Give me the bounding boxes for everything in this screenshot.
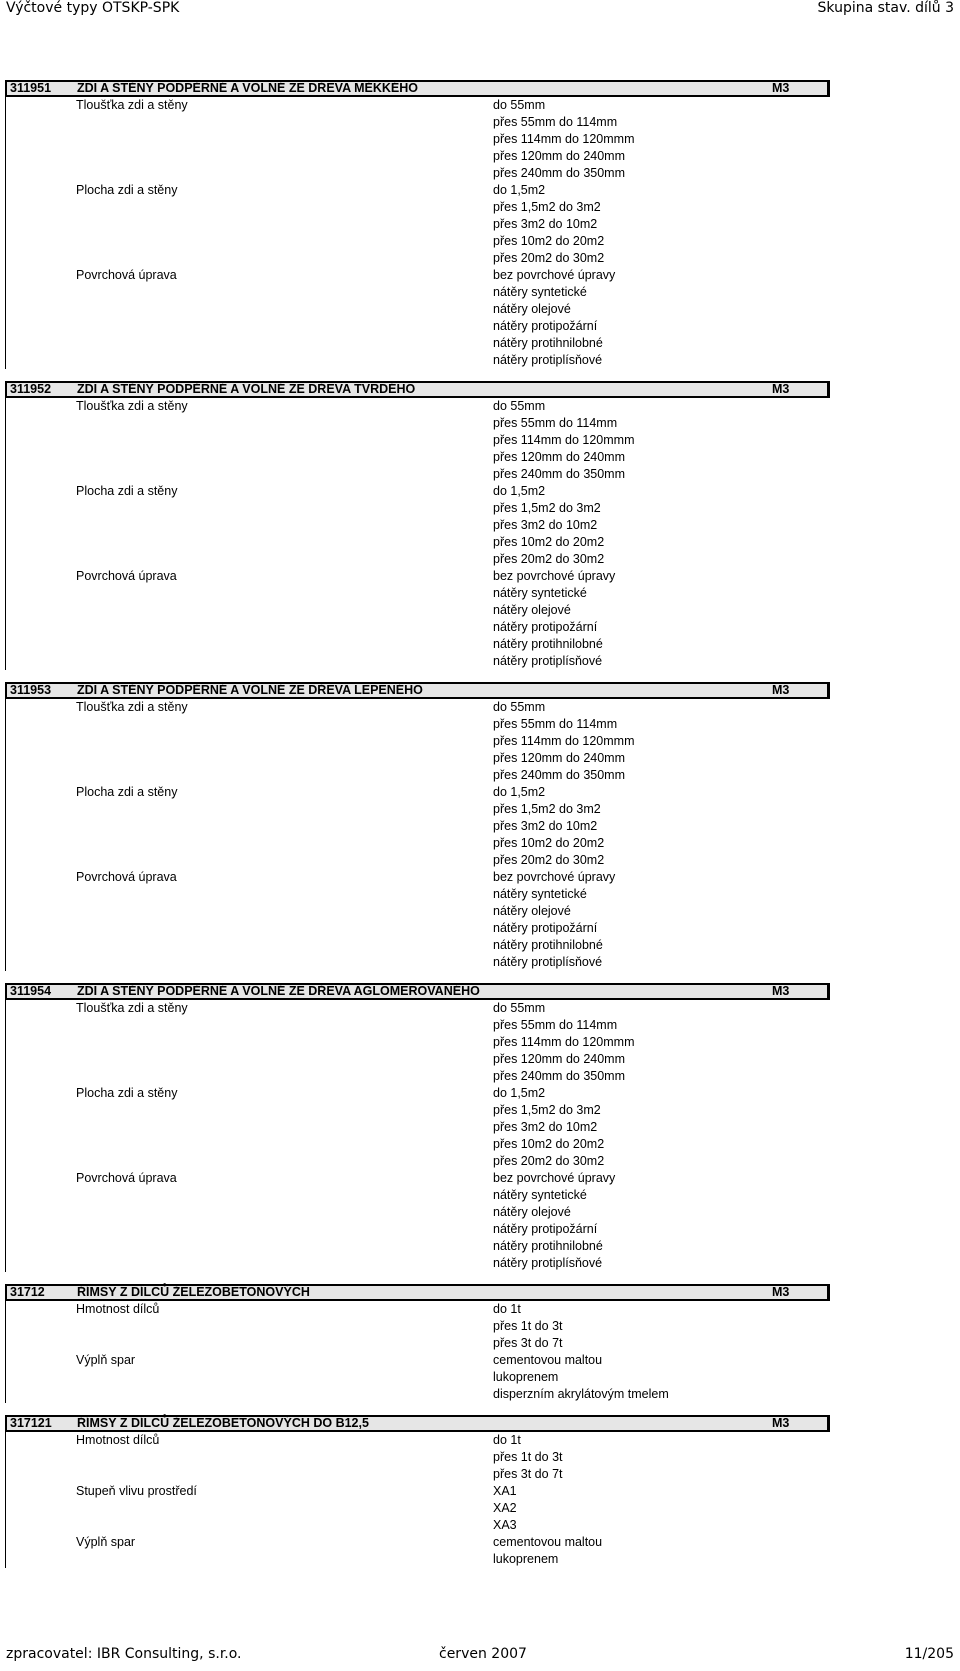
parameter-option: přes 120mm do 240mm [493,149,626,163]
parameter-group [6,1432,830,1483]
parameter-option: nátěry olejové [493,603,571,617]
parameter-option: nátěry syntetické [493,1188,587,1202]
parameter-option: do 1,5m2 [493,785,546,799]
parameter-group [6,483,830,568]
parameter-option: nátěry protipožární [493,319,598,333]
parameter-option: přes 114mm do 120mmm [493,1035,635,1049]
parameter-option: nátěry syntetické [493,285,587,299]
section-code: 311954 [10,984,52,998]
parameter-options [493,1085,830,1170]
parameter-option: přes 55mm do 114mm [493,416,618,430]
parameter-group [6,1170,830,1272]
section-unit: M3 [772,1416,790,1430]
parameter-group [6,1352,830,1403]
section-header [5,983,830,1000]
section-1 [5,381,830,670]
parameter-name: Plocha zdi a stěny [76,1086,178,1100]
parameter-group [6,1483,830,1534]
parameter-option: nátěry olejové [493,904,571,918]
page-header [6,0,954,22]
parameter-option: přes 120mm do 240mm [493,450,626,464]
section-title: ZDI A STĚNY PODPĚRNÉ A VOLNÉ ZE DŘEVA LEPENÉHO [77,683,423,697]
parameter-option: přes 114mm do 120mmm [493,433,635,447]
section-0 [5,80,830,369]
section-body [5,1000,830,1272]
parameter-options [493,267,830,369]
parameter-option: disperzním akrylátovým tmelem [493,1387,669,1401]
section-2 [5,682,830,971]
parameter-option: nátěry protipožární [493,921,598,935]
parameter-group [6,784,830,869]
section-title: ŘÍMSY Z DÍLCŮ ŽELEZOBETONOVÝCH [77,1285,310,1299]
section-header [5,381,830,398]
parameter-option: bez povrchové úpravy [493,1171,616,1185]
parameter-options [493,1352,830,1403]
parameter-option: přes 1,5m2 do 3m2 [493,802,601,816]
parameter-option: XA1 [493,1484,517,1498]
parameter-options [493,1301,830,1352]
section-title: ZDI A STĚNY PODPĚRNÉ A VOLNÉ ZE DŘEVA TVRDÉHO [77,382,416,396]
parameter-option: bez povrchové úpravy [493,870,616,884]
parameter-group [6,699,830,784]
parameter-option: do 1,5m2 [493,484,546,498]
section-gap [5,369,830,381]
section-body [5,398,830,670]
parameter-option: do 1,5m2 [493,1086,546,1100]
parameter-option: přes 3t do 7t [493,1336,563,1350]
section-code: 311951 [10,81,52,95]
parameter-option: přes 240mm do 350mm [493,467,626,481]
section-title: ZDI A STĚNY PODPĚRNÉ A VOLNÉ ZE DŘEVA AGLOMEROVANÉHO [77,984,480,998]
parameter-option: přes 3m2 do 10m2 [493,518,598,532]
parameter-option: do 55mm [493,700,546,714]
parameter-option: nátěry protihnilobné [493,336,603,350]
parameter-group [6,182,830,267]
parameter-option: přes 120mm do 240mm [493,1052,626,1066]
parameter-option: cementovou maltou [493,1535,603,1549]
section-gap [5,670,830,682]
parameter-option: XA3 [493,1518,517,1532]
parameter-name: Hmotnost dílců [76,1302,160,1316]
section-code: 311952 [10,382,52,396]
parameter-name: Plocha zdi a stěny [76,484,178,498]
parameter-option: přes 20m2 do 30m2 [493,1154,605,1168]
section-unit: M3 [772,984,790,998]
parameter-option: lukoprenem [493,1552,559,1566]
document-title: Výčtové typy OTSKP-SPK [6,0,180,16]
parameter-group [6,398,830,483]
section-unit: M3 [772,1285,790,1299]
parameter-option: nátěry protihnilobné [493,1239,603,1253]
section-gap [5,971,830,983]
section-body [5,699,830,971]
parameter-option: nátěry protipožární [493,1222,598,1236]
parameter-name: Tloušťka zdi a stěny [76,1001,188,1015]
parameter-name: Hmotnost dílců [76,1433,160,1447]
parameter-name: Výplň spar [76,1535,136,1549]
section-unit: M3 [772,81,790,95]
section-code: 317121 [10,1416,52,1430]
parameter-group [6,267,830,369]
parameter-option: přes 3m2 do 10m2 [493,819,598,833]
parameter-option: přes 20m2 do 30m2 [493,853,605,867]
parameter-option: přes 55mm do 114mm [493,717,618,731]
parameter-group [6,869,830,971]
section-code: 31712 [10,1285,45,1299]
parameter-option: přes 114mm do 120mmm [493,734,635,748]
parameter-option: přes 1t do 3t [493,1450,563,1464]
parameter-name: Tloušťka zdi a stěny [76,700,188,714]
parameter-name: Povrchová úprava [76,1171,177,1185]
parameter-option: přes 10m2 do 20m2 [493,535,605,549]
section-header [5,1415,830,1432]
parameter-option: cementovou maltou [493,1353,603,1367]
parameter-option: přes 1,5m2 do 3m2 [493,200,601,214]
parameter-option: do 1t [493,1302,521,1316]
parameter-options [493,182,830,267]
parameter-name: Výplň spar [76,1353,136,1367]
section-code: 311953 [10,683,52,697]
parameter-options [493,1534,830,1568]
parameter-name: Tloušťka zdi a stěny [76,399,188,413]
section-5 [5,1415,830,1568]
section-unit: M3 [772,382,790,396]
parameter-option: přes 1t do 3t [493,1319,563,1333]
section-header [5,1284,830,1301]
parameter-option: nátěry syntetické [493,887,587,901]
parameter-option: do 55mm [493,399,546,413]
section-title: ŘÍMSY Z DÍLCŮ ŽELEZOBETONOVÝCH DO B12,5 [77,1416,369,1430]
parameter-options [493,1000,830,1085]
parameter-option: nátěry protipožární [493,620,598,634]
parameter-option: do 1t [493,1433,521,1447]
section-gap [5,1568,830,1580]
parameter-option: lukoprenem [493,1370,559,1384]
section-header [5,80,830,97]
parameter-group [6,97,830,182]
parameter-option: do 55mm [493,1001,546,1015]
section-body [5,1432,830,1568]
parameter-group [6,1000,830,1085]
parameter-option: přes 3t do 7t [493,1467,563,1481]
parameter-name: Povrchová úprava [76,569,177,583]
parameter-option: přes 20m2 do 30m2 [493,251,605,265]
parameter-option: přes 120mm do 240mm [493,751,626,765]
section-header [5,682,830,699]
parameter-group [6,1534,830,1568]
parameter-name: Povrchová úprava [76,870,177,884]
page-footer [6,1646,954,1668]
parameter-option: přes 10m2 do 20m2 [493,1137,605,1151]
parameter-option: přes 240mm do 350mm [493,768,626,782]
parameter-option: nátěry protiplísňové [493,353,603,367]
parameter-option: nátěry olejové [493,1205,571,1219]
footer-date: červen 2007 [439,1646,527,1662]
parameter-option: přes 55mm do 114mm [493,1018,618,1032]
parameter-options [493,1170,830,1272]
parameter-group [6,568,830,670]
parameter-option: přes 3m2 do 10m2 [493,1120,598,1134]
parameter-option: přes 3m2 do 10m2 [493,217,598,231]
parameter-option: do 55mm [493,98,546,112]
parameter-name: Plocha zdi a stěny [76,785,178,799]
parameter-option: nátěry olejové [493,302,571,316]
sections-list [5,80,830,1580]
parameter-option: bez povrchové úpravy [493,569,616,583]
parameter-option: přes 1,5m2 do 3m2 [493,501,601,515]
parameter-group [6,1301,830,1352]
parameter-options [493,483,830,568]
section-unit: M3 [772,683,790,697]
parameter-option: přes 20m2 do 30m2 [493,552,605,566]
parameter-option: XA2 [493,1501,517,1515]
group-title: Skupina stav. dílů 3 [817,0,954,16]
parameter-options [493,1432,830,1483]
section-4 [5,1284,830,1403]
parameter-option: přes 114mm do 120mmm [493,132,635,146]
section-title: ZDI A STĚNY PODPĚRNÉ A VOLNÉ ZE DŘEVA MĚKKÉHO [77,81,419,95]
parameter-option: do 1,5m2 [493,183,546,197]
parameter-option: přes 240mm do 350mm [493,1069,626,1083]
parameter-option: přes 55mm do 114mm [493,115,618,129]
parameter-options [493,97,830,182]
parameter-group [6,1085,830,1170]
parameter-option: bez povrchové úpravy [493,268,616,282]
parameter-options [493,869,830,971]
parameter-option: nátěry protihnilobné [493,637,603,651]
parameter-option: nátěry protihnilobné [493,938,603,952]
section-body [5,97,830,369]
parameter-option: nátěry protiplísňové [493,654,603,668]
page-number: 11/205 [904,1646,954,1662]
parameter-options [493,784,830,869]
section-body [5,1301,830,1403]
parameter-options [493,398,830,483]
parameter-option: nátěry protiplísňové [493,955,603,969]
section-gap [5,1403,830,1415]
section-3 [5,983,830,1272]
parameter-name: Povrchová úprava [76,268,177,282]
parameter-options [493,699,830,784]
footer-author: zpracovatel: IBR Consulting, s.r.o. [6,1646,242,1662]
parameter-options [493,1483,830,1534]
parameter-options [493,568,830,670]
parameter-option: přes 10m2 do 20m2 [493,836,605,850]
parameter-option: nátěry protiplísňové [493,1256,603,1270]
parameter-name: Stupeň vlivu prostředí [76,1484,197,1498]
parameter-option: přes 10m2 do 20m2 [493,234,605,248]
parameter-option: přes 1,5m2 do 3m2 [493,1103,601,1117]
section-gap [5,1272,830,1284]
parameter-name: Plocha zdi a stěny [76,183,178,197]
parameter-option: přes 240mm do 350mm [493,166,626,180]
parameter-name: Tloušťka zdi a stěny [76,98,188,112]
parameter-option: nátěry syntetické [493,586,587,600]
